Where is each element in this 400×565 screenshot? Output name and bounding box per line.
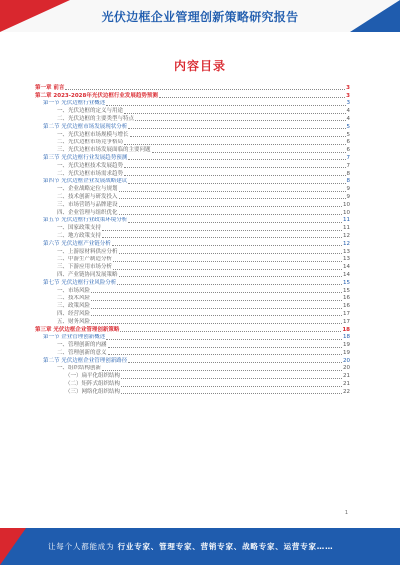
toc-entry[interactable] — [35, 295, 350, 303]
toc-entry-page: 5 — [346, 123, 350, 130]
toc-entry[interactable] — [35, 248, 350, 256]
toc-entry-title: 四、产业链协同发展策略 — [57, 271, 118, 278]
toc-entry-page: 12 — [343, 240, 350, 247]
toc-entry[interactable] — [35, 365, 350, 373]
toc-entry[interactable] — [35, 372, 350, 380]
toc-leader-dots — [119, 206, 342, 207]
toc-leader-dots — [91, 308, 342, 309]
toc-entry-title: 三、下游应用市场分析 — [57, 264, 113, 271]
toc-leader-dots — [91, 315, 342, 316]
toc-entry[interactable] — [35, 256, 350, 264]
toc-leader-dots — [128, 362, 342, 363]
toc-leader-dots — [121, 378, 342, 379]
toc-entry-title: 一、组织结构创新 — [57, 365, 102, 372]
toc-entry[interactable] — [35, 162, 350, 170]
toc-leader-dots — [108, 354, 342, 355]
toc-entry[interactable] — [35, 334, 350, 342]
toc-entry-title: 第三章 光伏边框企业管理创新策略 — [35, 326, 120, 333]
toc-leader-dots — [119, 198, 346, 199]
toc-entry[interactable] — [35, 318, 350, 326]
toc-entry[interactable] — [35, 92, 350, 100]
toc-leader-dots — [112, 245, 342, 246]
toc-entry-title: 五、财务风险 — [57, 318, 91, 325]
toc-entry-page: 15 — [343, 279, 350, 286]
toc-entry-title: 第一章 前言 — [35, 84, 65, 91]
toc-leader-dots — [124, 113, 345, 114]
toc-entry-page: 22 — [343, 388, 350, 395]
toc-leader-dots — [91, 323, 342, 324]
toc-leader-dots — [128, 159, 345, 160]
toc-leader-dots — [119, 191, 346, 192]
toc-entry[interactable] — [35, 263, 350, 271]
toc-entry-title: 二、光伏边框市场需求趋势 — [57, 170, 124, 177]
toc-leader-dots — [121, 386, 342, 387]
toc-entry-page: 13 — [343, 248, 350, 255]
toc-entry[interactable] — [35, 349, 350, 357]
toc-leader-dots — [119, 276, 342, 277]
toc-entry-page: 19 — [343, 349, 350, 356]
toc-entry-page: 18 — [342, 326, 350, 333]
toc-entry-page: 8 — [346, 178, 350, 185]
toc-leader-dots — [120, 331, 341, 332]
toc-entry-page: 21 — [343, 373, 350, 380]
toc-leader-dots — [128, 183, 345, 184]
toc-entry-title: 二、技术创新与研发投入 — [57, 193, 118, 200]
toc-entry-title: 第二节 光伏边框企业管理创新路径 — [43, 357, 128, 364]
toc-leader-dots — [119, 253, 342, 254]
toc-entry-page: 17 — [343, 310, 350, 317]
toc-entry[interactable] — [35, 224, 350, 232]
toc-entry[interactable] — [35, 341, 350, 349]
toc-entry-page: 7 — [346, 154, 350, 161]
toc-entry-page: 3 — [346, 84, 350, 91]
toc-entry[interactable] — [35, 302, 350, 310]
toc-entry-title: 第三节 光伏边框行业发展趋势预测 — [43, 154, 128, 161]
toc-entry[interactable] — [35, 201, 350, 209]
toc-entry[interactable] — [35, 131, 350, 139]
toc-leader-dots — [128, 222, 342, 223]
toc-entry[interactable] — [35, 100, 350, 108]
toc-leader-dots — [121, 393, 342, 394]
footer-red-accent — [0, 528, 26, 565]
toc-entry-title: 第一节 光伏边框行业概述 — [43, 100, 106, 107]
toc-entry-title: 第二章 2023-2028年光伏边框行业发展趋势预测 — [35, 92, 158, 99]
toc-entry-page: 14 — [343, 271, 350, 278]
toc-entry-page: 15 — [343, 287, 350, 294]
toc-entry-page: 19 — [343, 342, 350, 349]
toc-entry[interactable] — [35, 357, 350, 365]
toc-entry-title: 二、技术风险 — [57, 295, 91, 302]
footer-slogan — [48, 541, 333, 552]
toc-entry[interactable] — [35, 139, 350, 147]
toc-entry[interactable] — [35, 178, 350, 186]
toc-entry-page: 7 — [346, 162, 350, 169]
toc-entry-title: （二）矩阵式组织结构 — [65, 381, 121, 388]
toc-entry[interactable] — [35, 170, 350, 178]
toc-leader-dots — [91, 292, 342, 293]
toc-entry[interactable] — [35, 217, 350, 225]
toc-entry[interactable] — [35, 380, 350, 388]
toc-entry-page: 5 — [346, 131, 350, 138]
toc-entry-page: 11 — [343, 225, 350, 232]
toc-entry-title: 第二节 光伏边框市场发展现状分析 — [43, 123, 128, 130]
toc-entry[interactable] — [35, 271, 350, 279]
toc-entry[interactable] — [35, 240, 350, 248]
toc-entry-page: 9 — [346, 186, 350, 193]
toc-entry[interactable] — [35, 185, 350, 193]
toc-entry-title: 三、政策风险 — [57, 303, 91, 310]
toc-leader-dots — [119, 214, 342, 215]
toc-entry-page: 6 — [346, 147, 350, 154]
toc-entry-title: 第一节 企业管理创新概述 — [43, 334, 106, 341]
toc-leader-dots — [117, 284, 342, 285]
toc-entry-page: 6 — [346, 139, 350, 146]
toc-entry[interactable] — [35, 310, 350, 318]
toc-entry-title: 一、市场风险 — [57, 287, 91, 294]
toc-entry[interactable] — [35, 107, 350, 115]
toc-entry-title: 二、光伏边框市场竞争格局 — [57, 139, 124, 146]
toc-leader-dots — [124, 175, 345, 176]
toc-leader-dots — [113, 261, 342, 262]
page-footer — [0, 528, 400, 565]
toc-leader-dots — [159, 97, 345, 98]
toc-entry[interactable] — [35, 279, 350, 287]
toc-leader-dots — [108, 347, 342, 348]
toc-entry-page: 17 — [343, 318, 350, 325]
table-of-contents — [35, 84, 350, 396]
toc-leader-dots — [135, 120, 345, 121]
toc-entry-page: 4 — [346, 108, 350, 115]
toc-entry-title: 第七节 光伏边框行业风险分析 — [43, 279, 117, 286]
toc-entry-title: 一、企业战略定位与规划 — [57, 186, 118, 193]
toc-entry-page: 16 — [343, 303, 350, 310]
toc-entry-title: 二、管理创新的意义 — [57, 349, 107, 356]
toc-entry-title: 二、光伏边框的主要类型与特点 — [57, 115, 135, 122]
toc-entry-page: 3 — [346, 100, 350, 107]
toc-leader-dots — [91, 300, 342, 301]
toc-entry-title: 一、国家政策支持 — [57, 225, 102, 232]
toc-entry-page: 11 — [343, 217, 350, 224]
toc-entry[interactable] — [35, 115, 350, 123]
page-number: 1 — [344, 510, 348, 516]
toc-entry-page: 18 — [343, 334, 350, 341]
toc-leader-dots — [102, 370, 342, 371]
toc-entry-title: 第四节 光伏边框企业发展战略建议 — [43, 178, 128, 185]
toc-leader-dots — [106, 339, 342, 340]
toc-leader-dots — [102, 230, 342, 231]
toc-entry-title: 一、上游原材料供应分析 — [57, 248, 118, 255]
toc-entry[interactable] — [35, 209, 350, 217]
toc-entry-title: 一、管理创新的内涵 — [57, 342, 107, 349]
toc-leader-dots — [113, 269, 342, 270]
toc-entry-title: 第五节 光伏边框行业政策环境分析 — [43, 217, 128, 224]
toc-entry-page: 16 — [343, 295, 350, 302]
toc-entry-title: 二、地方政策支持 — [57, 232, 102, 239]
report-title: 光伏边框企业管理创新策略研究报告 — [101, 10, 299, 24]
toc-entry-page: 13 — [343, 256, 350, 263]
toc-entry[interactable] — [35, 84, 350, 92]
toc-entry-title: 一、光伏边框市场规模与增长 — [57, 131, 129, 138]
toc-entry[interactable] — [35, 146, 350, 154]
toc-leader-dots — [65, 89, 345, 90]
toc-entry[interactable] — [35, 123, 350, 131]
toc-leader-dots — [128, 128, 345, 129]
toc-entry-title: 一、光伏边框技术发展趋势 — [57, 162, 124, 169]
toc-entry-title: 二、中游生产制造分析 — [57, 256, 113, 263]
toc-entry-title: 三、光伏边框市场发展面临的主要问题 — [57, 147, 151, 154]
toc-leader-dots — [124, 144, 345, 145]
toc-entry-page: 8 — [346, 170, 350, 177]
toc-entry-page: 21 — [343, 381, 350, 388]
toc-leader-dots — [106, 105, 345, 106]
toc-entry[interactable] — [35, 388, 350, 396]
toc-entry-page: 10 — [343, 201, 350, 208]
toc-entry-title: 三、市场营销与品牌建设 — [57, 201, 118, 208]
toc-entry-page: 9 — [346, 193, 350, 200]
toc-entry-page: 10 — [343, 209, 350, 216]
toc-entry-page: 20 — [343, 357, 350, 364]
toc-entry[interactable] — [35, 326, 350, 334]
toc-entry-page: 14 — [343, 264, 350, 271]
toc-entry[interactable] — [35, 287, 350, 295]
toc-entry-title: （三）网络化组织结构 — [65, 388, 121, 395]
toc-entry-page: 12 — [343, 232, 350, 239]
footer-slogan-lead: 让每个人都能成为 — [48, 542, 115, 551]
toc-entry[interactable] — [35, 154, 350, 162]
toc-entry-title: 第六节 光伏边框产业链分析 — [43, 240, 111, 247]
toc-entry-title: 四、经营风险 — [57, 310, 91, 317]
toc-entry-page: 3 — [346, 92, 350, 99]
footer-slogan-tail: 行业专家、管理专家、营销专家、战略专家、运营专家…… — [117, 542, 334, 551]
toc-leader-dots — [130, 136, 346, 137]
toc-entry[interactable] — [35, 232, 350, 240]
toc-entry-title: （一）扁平化组织结构 — [65, 373, 121, 380]
toc-leader-dots — [124, 167, 345, 168]
toc-entry-title: 一、光伏边框的定义与用途 — [57, 108, 124, 115]
toc-leader-dots — [102, 237, 342, 238]
toc-heading: 内容目录 — [173, 59, 226, 73]
toc-entry-title: 四、企业管理与组织优化 — [57, 209, 118, 216]
page-header — [0, 0, 400, 32]
toc-entry-page: 4 — [346, 115, 350, 122]
toc-entry-page: 20 — [343, 365, 350, 372]
toc-leader-dots — [152, 152, 346, 153]
toc-entry[interactable] — [35, 193, 350, 201]
